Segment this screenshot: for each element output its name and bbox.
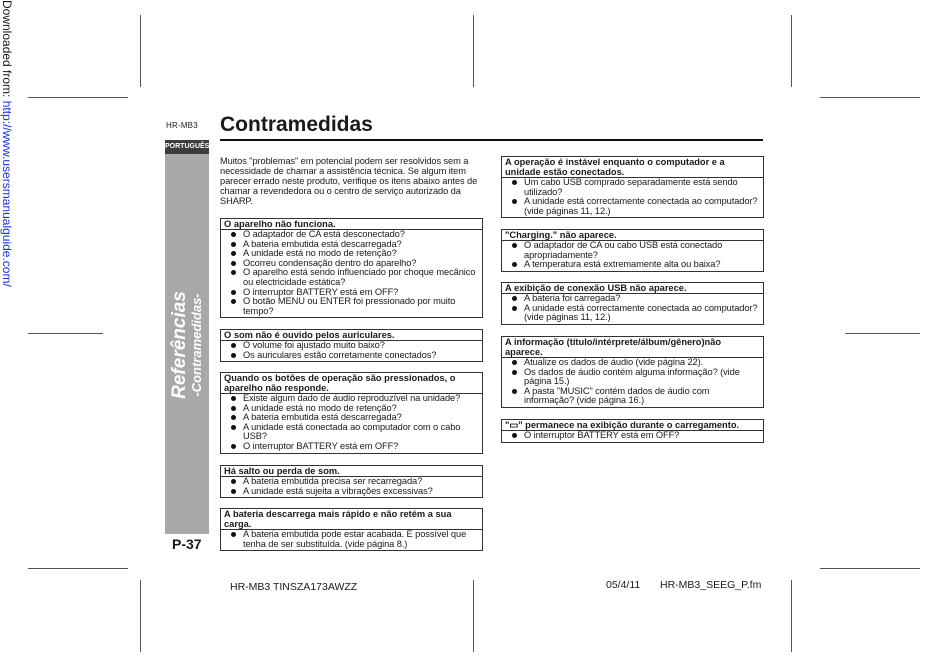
crop-mark <box>820 568 920 569</box>
trouble-heading: A operação é instável enquanto o computador e a unidade estão conectados. <box>502 157 763 178</box>
crop-mark <box>473 580 474 652</box>
remedy-item: Os auriculares estão corretamente conectados? <box>224 351 479 361</box>
section-band-title <box>170 291 204 399</box>
footer-filename: HR-MB3_SEEG_P.fm <box>660 579 762 591</box>
remedy-item: A bateria embutida pode estar acabada. É possível que tenha de ser substituída. (vide página 8.) <box>224 530 479 549</box>
page-number: P-37 <box>172 536 202 552</box>
remedy-item: A unidade está sujeita a vibrações excessivas? <box>224 487 479 497</box>
remedy-item: A bateria embutida está descarregada? <box>224 413 479 423</box>
footer-document-code: HR-MB3 TINSZA173AWZZ <box>230 581 358 593</box>
trouble-box <box>220 465 483 498</box>
remedy-item: O interruptor BATTERY está em OFF? <box>224 288 479 298</box>
trouble-heading: O som não é ouvido pelos auriculares. <box>221 330 482 341</box>
trouble-box <box>220 372 483 454</box>
intro-paragraph: Muitos "problemas" em potencial podem ser resolvidos sem a necessidade de chamar a assistência técnica. Se algum item parecer errado neste produto, verifique os itens abaixo antes de chamar a revendedora ou o centro de serviço autorizado da SHARP. <box>220 156 478 206</box>
remedy-item: Ocorreu condensação dentro do aparelho? <box>224 259 479 269</box>
remedy-item: A bateria embutida precisa ser recarregada? <box>224 477 479 487</box>
crop-mark <box>791 580 792 652</box>
download-url-prefix: Downloaded from: <box>0 0 14 101</box>
remedy-item: A pasta "MUSIC" contém dados de áudio com informação? (vide página 16.) <box>505 387 760 406</box>
trouble-box <box>220 508 483 551</box>
crop-mark <box>473 15 474 87</box>
remedy-item: Atualize os dados de áudio (vide página 22). <box>505 358 760 368</box>
section-title: Referências <box>169 291 190 399</box>
page-title: Contramedidas <box>220 113 373 136</box>
title-rule <box>220 139 763 141</box>
remedy-list <box>224 341 479 360</box>
remedy-item: A unidade está no modo de retenção? <box>224 404 479 414</box>
crop-mark <box>28 97 128 98</box>
crop-mark <box>140 15 141 87</box>
trouble-heading: "Charging." não aparece. <box>502 230 763 241</box>
remedy-item: O aparelho está sendo influenciado por choque mecânico ou electricidade estática? <box>224 268 479 287</box>
remedy-item: A unidade está no modo de retenção? <box>224 249 479 259</box>
remedy-item: A unidade está conectada ao computador com o cabo USB? <box>224 423 479 442</box>
trouble-heading: Quando os botões de operação são pressionados, o aparelho não responde. <box>221 373 482 394</box>
remedy-item: O botão MENU ou ENTER foi pressionado por muito tempo? <box>224 297 479 316</box>
trouble-heading: Há salto ou perda de som. <box>221 466 482 477</box>
trouble-heading: A exibição de conexão USB não aparece. <box>502 283 763 294</box>
trouble-box <box>501 156 764 218</box>
remedy-item: A unidade está correctamente conectada ao computador? (vide páginas 11, 12.) <box>505 197 760 216</box>
trouble-heading: A bateria descarrega mais rápido e não retém a sua carga. <box>221 509 482 530</box>
trouble-box <box>501 419 764 443</box>
section-subtitle: -Contramedidas- <box>189 293 204 397</box>
remedy-item: O adaptador de CA ou cabo USB está conectado apropriadamente? <box>505 241 760 260</box>
trouble-box <box>501 229 764 272</box>
remedy-item: O volume foi ajustado muito baixo? <box>224 341 479 351</box>
crop-mark <box>845 333 920 334</box>
remedy-item: O adaptador de CA está desconectado? <box>224 230 479 240</box>
trouble-box <box>501 336 764 408</box>
remedy-item: Os dados de áudio contém alguma informação? (vide página 15.) <box>505 368 760 387</box>
trouble-heading: A informação (título/intérprete/álbum/gênero)não aparece. <box>502 337 763 358</box>
trouble-box <box>501 282 764 325</box>
remedy-item: Um cabo USB comprado separadamente está sendo utilizado? <box>505 178 760 197</box>
crop-mark <box>28 333 103 334</box>
remedy-list <box>505 178 760 216</box>
remedy-item: A bateria embutida está descarregada? <box>224 240 479 250</box>
remedy-list <box>505 241 760 270</box>
remedy-item: Existe algum dado de áudio reproduzível na unidade? <box>224 394 479 404</box>
remedy-list <box>505 294 760 323</box>
remedy-list <box>505 431 760 441</box>
remedy-list <box>224 477 479 496</box>
remedy-item: O interruptor BATTERY está em OFF? <box>505 431 760 441</box>
crop-mark <box>140 580 141 652</box>
language-tab: PORTUGUÊS <box>165 140 209 154</box>
remedy-list <box>224 530 479 549</box>
model-tag: HR-MB3 <box>166 121 198 130</box>
download-url-link[interactable]: http://www.usersmanualguide.com/ <box>0 100 14 287</box>
trouble-box <box>220 329 483 362</box>
crop-mark <box>28 568 128 569</box>
remedy-item: A unidade está correctamente conectada ao computador? (vide páginas 11, 12.) <box>505 304 760 323</box>
remedy-list <box>505 358 760 406</box>
crop-mark <box>791 15 792 87</box>
remedy-item: A temperatura está extremamente alta ou baixa? <box>505 260 760 270</box>
remedy-list <box>224 230 479 316</box>
remedy-list <box>224 394 479 452</box>
trouble-box <box>220 218 483 318</box>
trouble-heading: "▭" permanece na exibição durante o carregamento. <box>502 420 763 431</box>
crop-mark <box>820 97 920 98</box>
remedy-item: A bateria foi carregada? <box>505 294 760 304</box>
download-url-watermark <box>0 0 14 320</box>
footer-date: 05/4/11 <box>606 579 641 591</box>
trouble-heading: O aparelho não funciona. <box>221 219 482 230</box>
remedy-item: O interruptor BATTERY está em OFF? <box>224 442 479 452</box>
